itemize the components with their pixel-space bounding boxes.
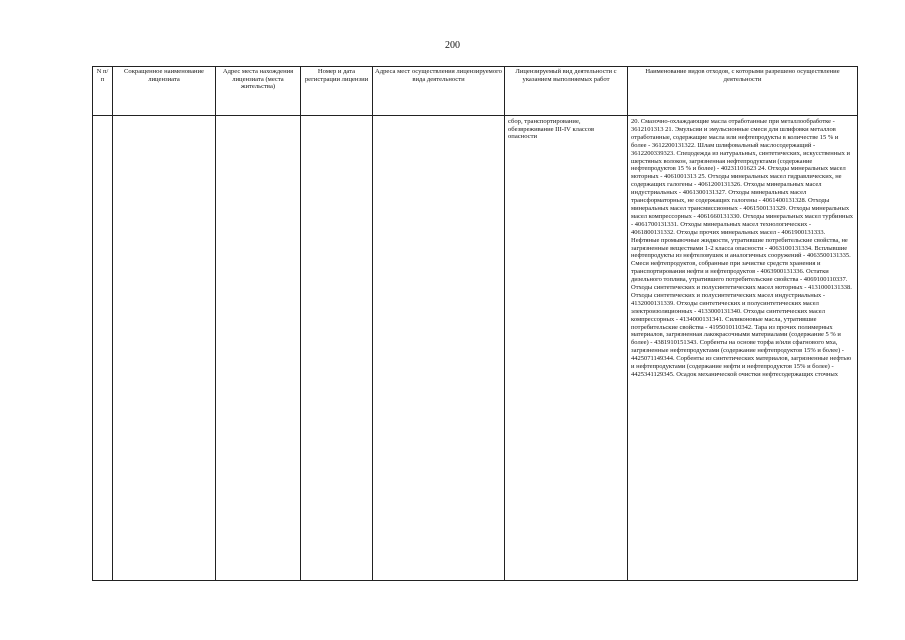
cell-activity: [505, 116, 628, 581]
activity-text: сбор, транспортирование, обезвреживание III-IV классов опасности: [508, 118, 595, 141]
header-address: Адрес места нахождения лицензиата (места жительства): [216, 67, 301, 116]
wastes-text: 20. Смазочно-охлаждающие масла отработанные при металлообработке - 3612101313 21. Эмульсии и эмульсионные смеси для шлифовки металлов отработанные, содержащие масла или нефтепродукты в количестве 15 % и более - 3612200131322. Шлам шлифовальный маслосодержащий - 3612200339323. Спецодежда из натуральных, синтетических, искусственных и шерстяных волокон, загрязненная нефтепродуктами (содержание нефтепродуктов 15 % и более) - 40231101623 24. Отходы минеральных масел моторных - 4061001313 25. Отходы минеральных масел гидравлических, не содержащих галогены - 4061200131326. Отходы минеральных масел индустриальных - 4061300131327. Отходы минеральных масел трансформаторных, не содержащих галогены - 4061400131328. Отходы минеральных масел трансмиссионных - 4061500131329. Отходы минеральных масел компрессорных - 4061660131330. Отходы минеральных масел турбинных - 4061700131331. Отходы минеральных масел технологических - 4061800131332. Отходы прочих минеральных масел - 4061900131333. Нефтяные промывочные жидкости, утратившие потребительские свойства, не загрязненные веществами 1-2 класса опасности - 4063100131334. Всплывшие нефтепродукты из нефтеловушек и аналогичных сооружений - 4063500131335. Смеси нефтепродуктов, собранные при зачистке средств хранения и транспортирования нефти и нефтепродуктов - 4063900131336. Остатки дизельного топлива, утратившего потребительские свойства - 4069100110337. Отходы синтетических и полусинтетических масел моторных - 4131000131338. Отходы синтетических и полусинтетических масел индустриальных - 4132000131339. Отходы синтетических и полусинтетических масел электроизоляционных - 4133000131340. Отходы синтетических масел компрессорных - 4134000131341. Силиконовые масла, утратившие потребительские свойства - 4195010110342. Тара из прочих полимерных материалов, загрязненная лакокрасочными материалами (содержание 5 % и более) - 4381910151343. Сорбенты на основе торфа и/или сфагнового мха, загрязненные нефтепродуктами (содержание нефтепродуктов 15% и более) - 4425071149344. Сорбенты из синтетических материалов, загрязненные нефтью и нефтепродуктами (содержание нефти и нефтепродуктов 15% и более) - 4425341129345. Осадок механической очистки нефтесодержащих сточных: [631, 118, 854, 378]
cell-number: [93, 116, 113, 581]
cell-places: [373, 116, 505, 581]
license-registry-table: [92, 66, 858, 581]
cell-licensee: [113, 116, 216, 581]
cell-license: [301, 116, 373, 581]
header-places: Адреса мест осуществления лицензируемого вида деятельности: [373, 67, 505, 116]
header-license: Номер и дата регистрации лицензии: [301, 67, 373, 116]
header-licensee: Сокращенное наименование лицензиата: [113, 67, 216, 116]
header-activity: Лицензируемый вид деятельности с указанием выполняемых работ: [505, 67, 628, 116]
table-row: [93, 116, 858, 581]
cell-address: [216, 116, 301, 581]
table-header-row: [93, 67, 858, 116]
header-number: N п/п: [93, 67, 113, 116]
cell-wastes: [628, 116, 858, 581]
page-number: 200: [445, 40, 460, 51]
header-wastes: Наименование видов отходов, с которыми разрешено осуществление деятельности: [628, 67, 858, 116]
